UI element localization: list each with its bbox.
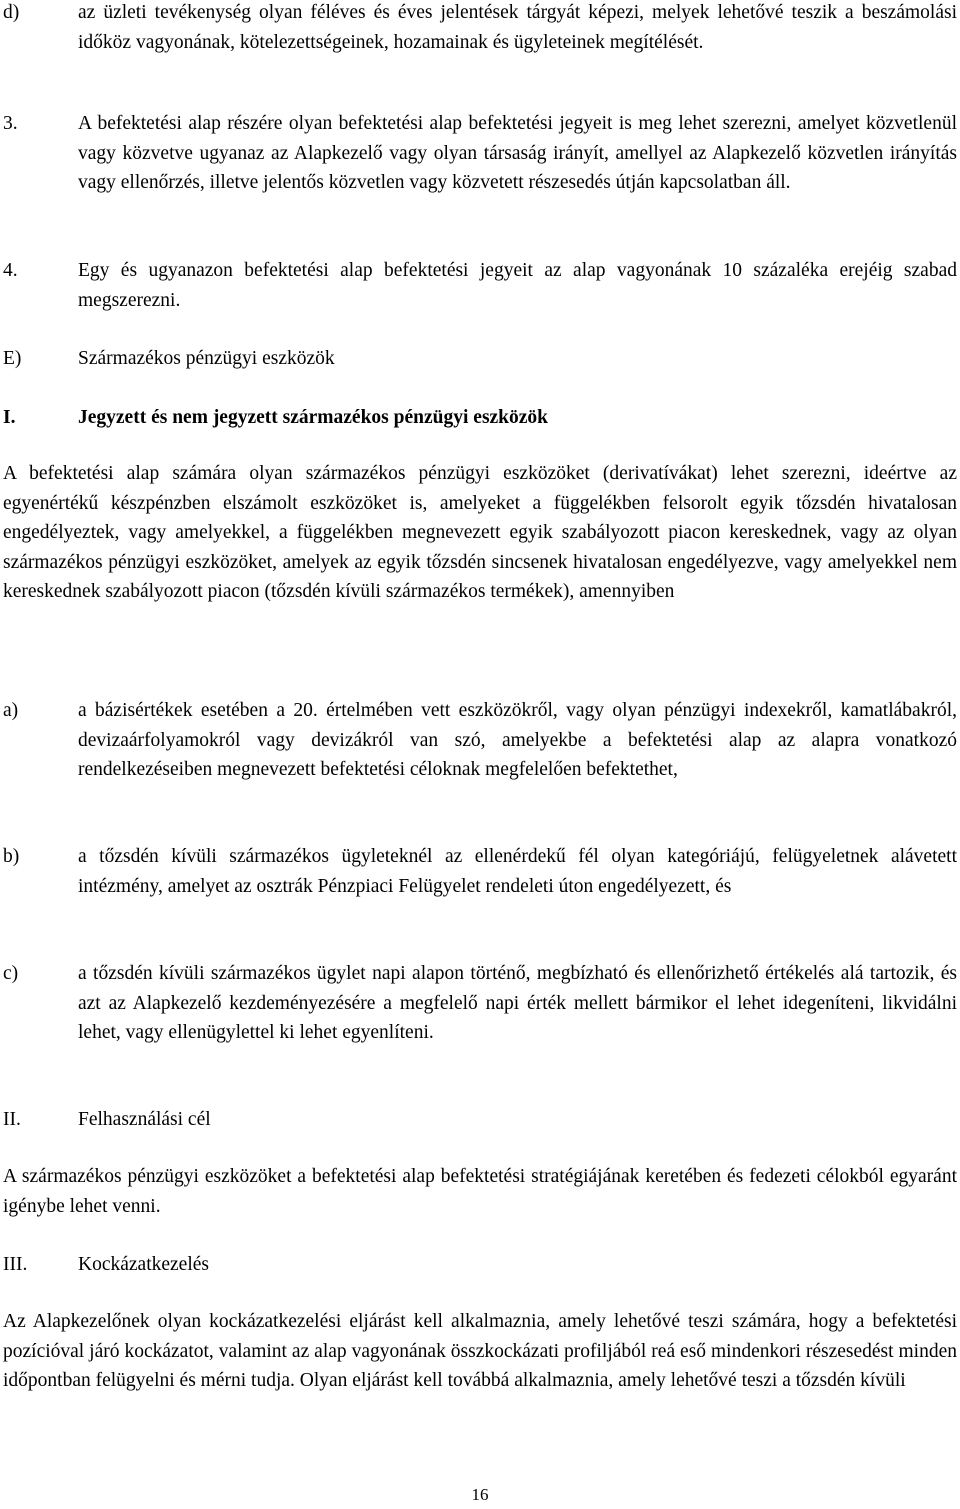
item-d-label: d) — [3, 2, 20, 23]
item-d-text: az üzleti tevékenység olyan féléves és éves jelentések tárgyát képezi, melyek lehetővé teszik a beszámolási időköz vagyonának, kötelezettségeinek, hozamainak és ügyleteinek megítélését. — [78, 2, 957, 53]
section-e-label: E) — [3, 348, 22, 369]
item-a-text: a bázisértékek esetében a 20. értelmében vett eszközökről, vagy olyan pénzügyi indexekről, kamatlábakról, devizaárfolyamokról vagy devizákról van szó, amelyekbe a befektetési alap az alapra vonatkozó rendelkezéseiben megnevezett befektetési céloknak megfelelően befektethet, — [78, 700, 957, 780]
section-ii-paragraph: A származékos pénzügyi eszközöket a befektetési alap befektetési stratégiájának keretében és fedezeti célokból egyaránt igénybe lehet venni. — [3, 1166, 957, 1217]
item-4-text: Egy és ugyanazon befektetési alap befektetési jegyeit az alap vagyonának 10 százaléka erejéig szabad megszerezni. — [78, 260, 957, 311]
section-i-paragraph: A befektetési alap számára olyan származékos pénzügyi eszközöket (derivatívákat) lehet szerezni, ideértve az egyenértékű készpénzben elszámolt eszközöket is, amelyeket a függelékben felsorolt egyik tőzsdén hivatalosan engedélyeztek, vagy amelyekkel, a függelékben megnevezett egyik szabályozott piacon kereskednek, vagy az olyan származékos pénzügyi eszközöket, amelyek az egyik tőzsdén sincsenek hivatalosan engedélyezve, vagy amelyekkel nem kereskednek szabályozott piacon (tőzsdén kívüli származékos termékek), amennyiben — [3, 463, 957, 602]
section-i-label: I. — [3, 407, 16, 428]
section-ii-title: Felhasználási cél — [78, 1109, 211, 1130]
item-4-label: 4. — [3, 260, 18, 281]
page-number: 16 — [471, 1485, 489, 1504]
item-b-label: b) — [3, 846, 20, 867]
section-iii-label: III. — [3, 1254, 28, 1275]
item-c-text: a tőzsdén kívüli származékos ügylet napi alapon történő, megbízható és ellenőrizhető értékelés alá tartozik, és azt az Alapkezelő kezdeményezésére a megfelelő napi érték mellett bármikor el lehet idegeníteni, likvidálni lehet, vagy ellenügylettel ki lehet egyenlíteni. — [78, 963, 957, 1043]
item-3-text: A befektetési alap részére olyan befektetési alap befektetési jegyeit is meg lehet szerezni, amelyet közvetlenül vagy közvetve ugyanaz az Alapkezelő vagy olyan társaság irányít, amellyel az Alapkezelő közvetlen irányítás vagy ellenőrzés, illetve jelentős közvetlen vagy közvetett részesedés útján kapcsolatban áll. — [78, 113, 957, 193]
item-3-label: 3. — [3, 113, 18, 134]
item-c-label: c) — [3, 963, 19, 984]
section-iii-paragraph: Az Alapkezelőnek olyan kockázatkezelési eljárást kell alkalmaznia, amely lehetővé teszi számára, hogy a befektetési pozícióval járó kockázatot, valamint az alap vagyonának összkockázati profiljából reá eső mindenkori részesedést minden időpontban felügyelni és mérni tudja. Olyan eljárást kell továbbá alkalmaznia, amely lehetővé teszi a tőzsdén kívüli — [3, 1311, 957, 1391]
section-e-title: Származékos pénzügyi eszközök — [78, 348, 335, 369]
section-iii-title: Kockázatkezelés — [78, 1254, 209, 1275]
section-ii-label: II. — [3, 1109, 21, 1130]
section-i-title: Jegyzett és nem jegyzett származékos pénzügyi eszközök — [78, 407, 549, 428]
item-a-label: a) — [3, 700, 19, 721]
item-b-text: a tőzsdén kívüli származékos ügyleteknél az ellenérdekű fél olyan kategóriájú, felügyeletnek alávetett intézmény, amelyet az osztrák Pénzpiaci Felügyelet rendeleti úton engedélyezett, és — [78, 846, 957, 897]
